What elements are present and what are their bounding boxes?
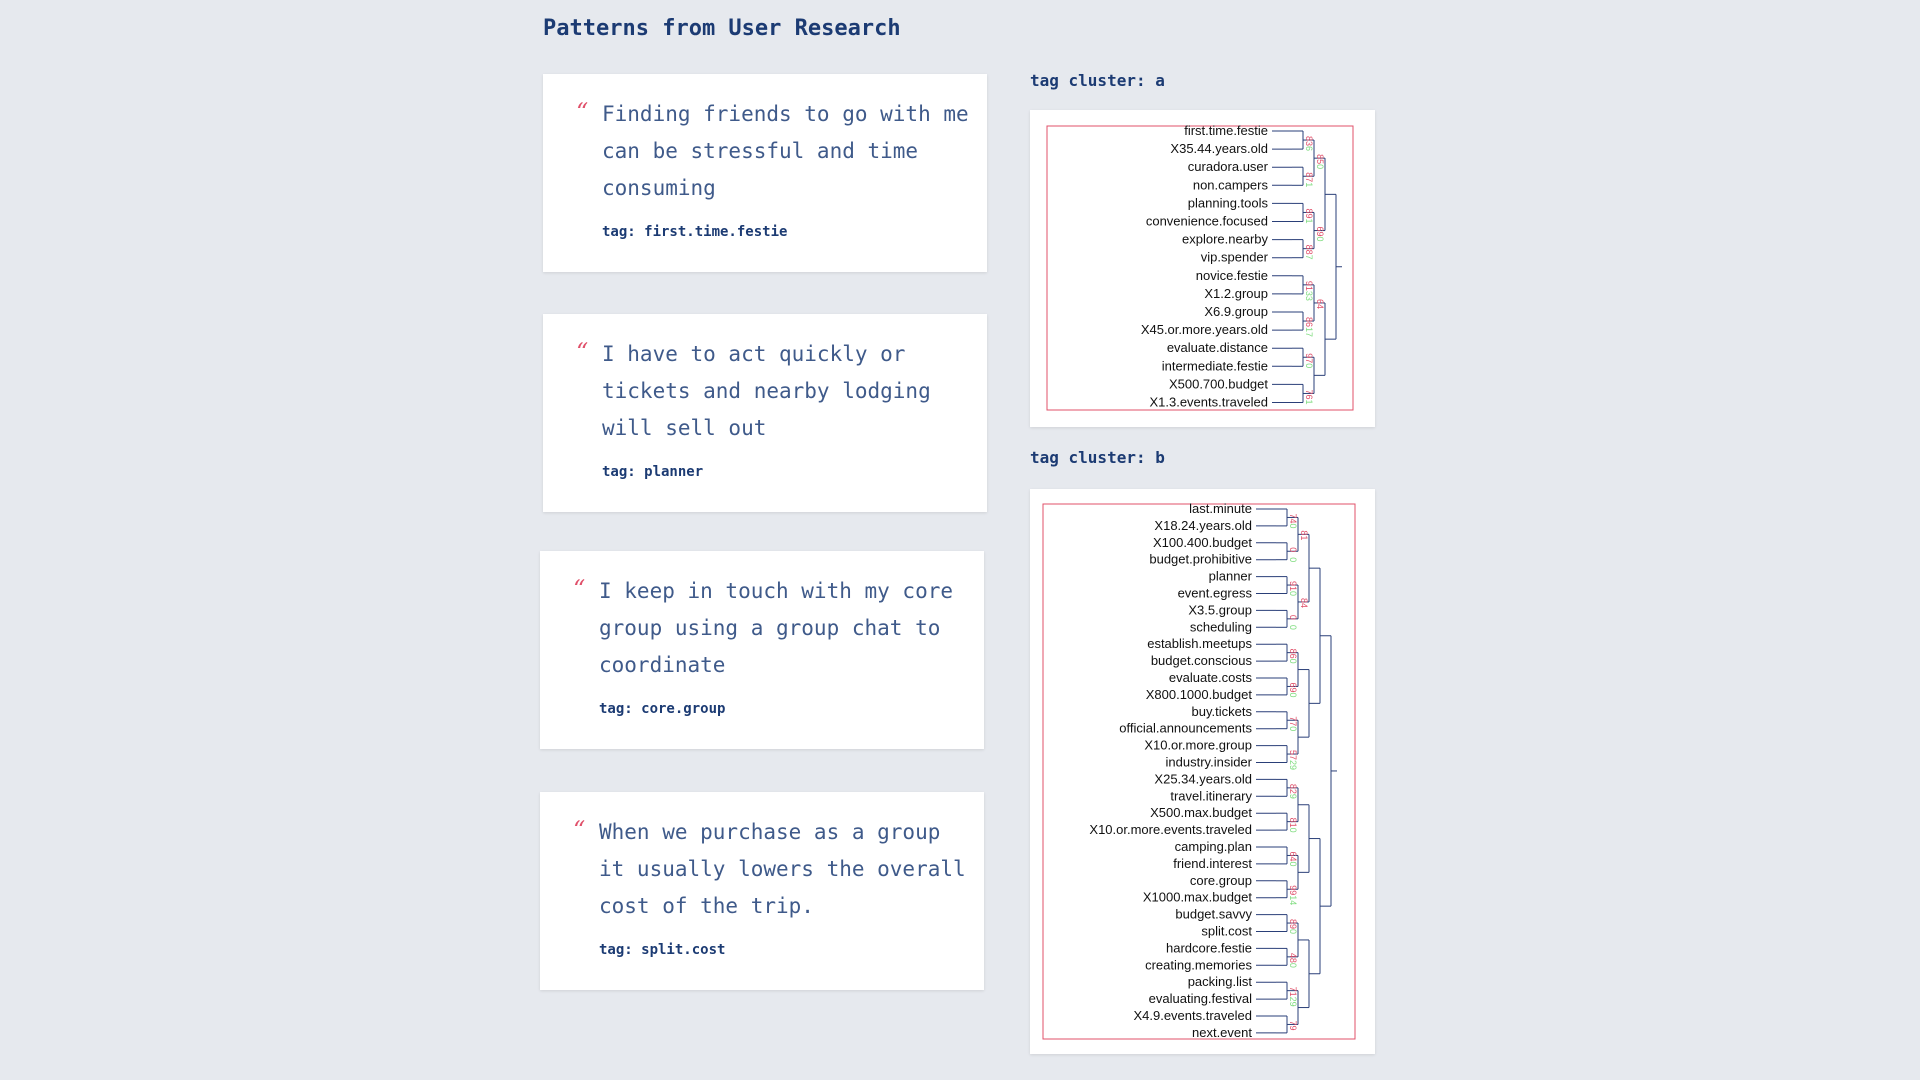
leaf-label: friend.interest [1173,855,1252,871]
au-value: 57 [1288,750,1298,761]
quote-tag: tag: first.time.festie [602,224,788,240]
au-value: 64 [1315,298,1325,309]
bp-value: 0 [1288,624,1298,630]
leaf-label: X25.34.years.old [1154,771,1252,787]
bp-value: 0 [1288,726,1298,732]
leaf-label: X800.1000.budget [1145,686,1252,702]
quote-text: When we purchase as a group it usually lowers the overall cost of the trip. [599,820,966,918]
au-value: 64 [1288,851,1298,862]
bp-value: 0 [1288,827,1298,833]
dendrogram-cluster-b [1030,489,1375,1054]
leaf-label: hardcore.festie [1166,940,1252,956]
bp-value: 7 [1304,254,1314,260]
quote-tag: tag: split.cost [599,942,726,958]
quote-card [543,74,987,272]
leaf-label: official.announcements [1119,720,1252,736]
bp-value: 17 [1304,327,1314,338]
leaf-label: budget.prohibitive [1149,551,1252,567]
bp-value: 0 [1315,164,1325,170]
leaf-label: first.time.festie [1184,123,1268,138]
leaf-label: establish.meetups [1147,636,1252,652]
au-value: 76 [1304,389,1314,400]
bp-value: 14 [1288,895,1298,906]
bp-value: 1 [1304,182,1314,188]
leaf-label: event.egress [1177,585,1252,601]
au-value: 86 [1288,648,1298,659]
quote-card [540,792,984,990]
bp-value: 9 [1288,793,1298,799]
bp-value: 6 [1304,146,1314,152]
quote-card [543,314,987,512]
quote-text: I have to act quickly or tickets and nearby lodging will sell out [602,342,931,440]
leaf-label: planner [1208,568,1252,584]
cluster-heading: tag cluster: b [1030,448,1165,467]
leaf-label: split.cost [1201,923,1252,939]
quote-mark-icon: “ [576,338,589,366]
leaf-label: industry.insider [1165,754,1252,770]
leaf-label: X6.9.group [1204,304,1268,319]
leaf-label: X1000.max.budget [1142,889,1252,905]
leaf-label: budget.savvy [1175,906,1252,922]
bp-value: 0 [1288,692,1298,698]
bp-value: 0 [1288,658,1298,664]
leaf-label: X45.or.more.years.old [1140,322,1268,338]
bp-value: 33 [1304,290,1314,301]
leaf-label: explore.nearby [1182,231,1268,247]
au-value: 0 [1288,547,1298,553]
au-value: 74 [1288,513,1298,524]
quote-card [540,551,984,749]
bp-value: 1 [1304,399,1314,405]
quote-text: I keep in touch with my core group using a group chat to coordinate [599,579,954,677]
bp-value: 0 [1288,557,1298,563]
leaf-label: curadora.user [1187,159,1268,175]
au-value: 97 [1304,353,1314,364]
leaf-label: X1.2.group [1204,285,1268,301]
leaf-label: buy.tickets [1191,703,1252,719]
leaf-label: next.event [1192,1024,1252,1040]
au-value: 81 [1288,817,1298,828]
dendrogram-card [1030,110,1375,427]
leaf-label: convenience.focused [1145,213,1268,229]
au-value: 85 [1315,154,1325,165]
au-value: 99 [1288,885,1298,896]
leaf-label: vip.spender [1200,249,1268,265]
leaf-label: last.minute [1189,501,1252,516]
bp-value: 0 [1304,363,1314,369]
quote-mark-icon: “ [573,575,586,603]
au-value: 79 [1288,1020,1298,1031]
bp-value: 29 [1288,760,1298,771]
au-value: 69 [1315,226,1325,237]
leaf-label: non.campers [1192,177,1268,193]
au-value: 69 [1288,682,1298,693]
leaf-label: evaluate.costs [1168,670,1252,685]
leaf-label: planning.tools [1187,195,1268,211]
leaf-label: X500.max.budget [1150,805,1252,821]
quote-tag: tag: core.group [599,701,726,717]
au-value: 91 [1304,280,1314,291]
leaf-label: budget.conscious [1150,653,1252,669]
au-value: 91 [1288,581,1298,592]
leaf-label: X18.24.years.old [1154,517,1252,533]
au-value: 77 [1288,716,1298,727]
leaf-label: evaluating.festival [1148,991,1252,1007]
bp-value: 1 [1304,218,1314,224]
leaf-label: scheduling [1189,619,1252,635]
leaf-label: X1.3.events.traveled [1149,394,1268,410]
leaf-label: X4.9.events.traveled [1133,1008,1252,1023]
page-title: Patterns from User Research [543,16,901,41]
bp-value: 29 [1288,996,1298,1007]
au-value: 87 [1304,172,1314,183]
leaf-label: travel.itinerary [1170,788,1252,804]
bp-value: 0 [1288,591,1298,597]
leaf-label: X3.5.group [1188,602,1252,618]
au-value: 83 [1304,136,1314,147]
quote-mark-icon: “ [576,98,589,126]
bp-value: 0 [1288,523,1298,529]
au-value: 81 [1299,530,1309,541]
leaf-label: X100.400.budget [1152,534,1252,550]
bp-value: 0 [1288,962,1298,968]
leaf-label: novice.festie [1195,267,1268,283]
dendrogram-cluster-a [1030,110,1375,427]
leaf-label: packing.list [1187,974,1252,990]
quote-tag: tag: planner [602,464,704,480]
leaf-label: X10.or.more.group [1144,737,1252,753]
leaf-label: X10.or.more.events.traveled [1089,822,1252,838]
leaf-label: creating.memories [1145,957,1252,973]
au-value: 0 [1288,614,1298,620]
au-value: 48 [1288,952,1298,963]
bp-value: 0 [1288,929,1298,935]
au-value: 84 [1299,597,1309,608]
leaf-label: X500.700.budget [1168,376,1268,392]
au-value: 82 [1288,783,1298,794]
leaf-label: camping.plan [1174,839,1252,854]
au-value: 88 [1304,244,1314,255]
cluster-heading: tag cluster: a [1030,71,1165,90]
au-value: 89 [1304,208,1314,219]
leaf-label: core.group [1189,872,1252,888]
bp-value: 0 [1315,236,1325,242]
leaf-label: intermediate.festie [1161,358,1268,374]
quote-text: Finding friends to go with me can be stressful and time consuming [602,102,969,200]
bp-value: 0 [1288,861,1298,867]
quote-mark-icon: “ [573,816,586,844]
au-value: 86 [1304,317,1314,328]
au-value: 71 [1288,986,1298,997]
leaf-label: evaluate.distance [1166,340,1268,356]
dendrogram-card [1030,489,1375,1054]
au-value: 89 [1288,919,1298,930]
leaf-label: X35.44.years.old [1170,141,1268,157]
